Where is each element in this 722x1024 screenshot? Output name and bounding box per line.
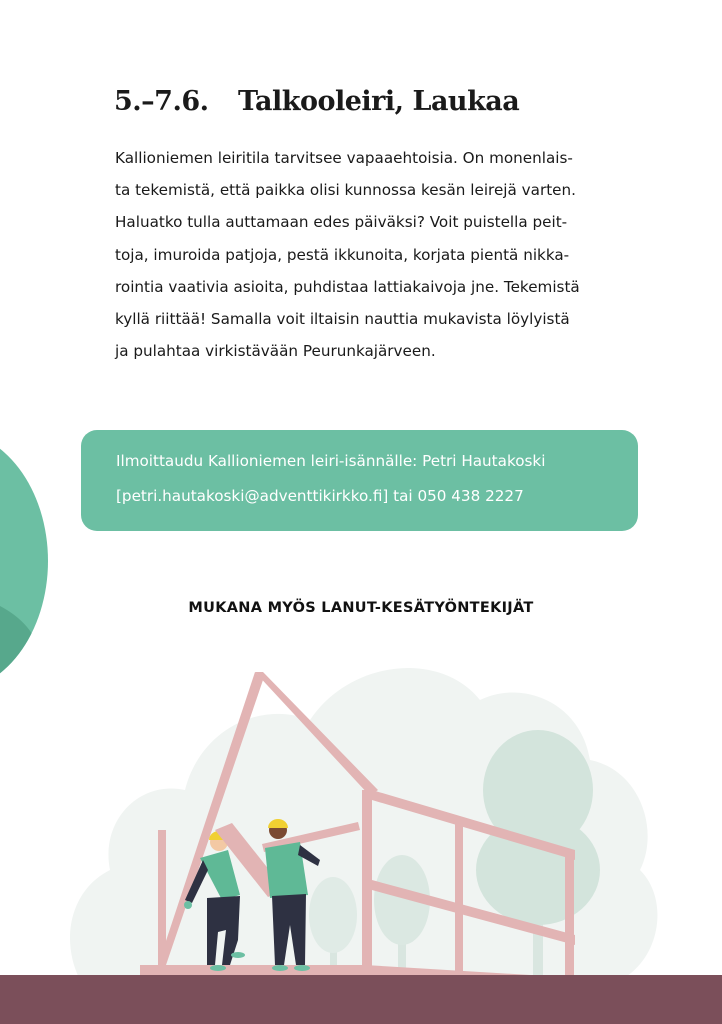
description-line: ta tekemistä, että paikka olisi kunnossa kesän leirejä varten.	[115, 181, 576, 200]
signup-box	[81, 430, 638, 531]
description-line: toja, imuroida patjoja, pestä ikkunoita, korjata pientä nikka-	[115, 245, 570, 264]
description-line: kyllä riittää! Samalla voit iltaisin nauttia mukavista löylyistä	[115, 310, 570, 329]
event-date: 5.–7.6.	[114, 86, 209, 117]
description-line: ja pulahtaa virkistävään Peurunkajärveen.	[115, 342, 436, 361]
workers-house-frame-illustration	[0, 640, 722, 1024]
description-line: Kallioniemen leiritila tarvitsee vapaaehtoisia. On monenlais-	[115, 149, 573, 167]
ground	[0, 975, 722, 1024]
description-line: rointia vaativia asioita, puhdistaa lattiakaivoja jne. Tekemistä	[115, 277, 580, 296]
event-description	[115, 142, 607, 367]
subheading: MUKANA MYÖS LANUT-KESÄTYÖNTEKIJÄT	[188, 600, 534, 616]
description-line: Haluatko tulla auttamaan edes päiväksi? Voit puistella peit-	[115, 213, 568, 232]
event-heading	[114, 86, 634, 126]
signup-email-phone-link[interactable]: [petri.hautakoski@adventtikirkko.fi] tai 050 438 2227	[116, 487, 524, 505]
signup-contact-line: Ilmoittaudu Kallioniemen leiri-isännälle: Petri Hautakoski	[116, 452, 546, 470]
event-title: Talkooleiri, Laukaa	[238, 86, 520, 117]
